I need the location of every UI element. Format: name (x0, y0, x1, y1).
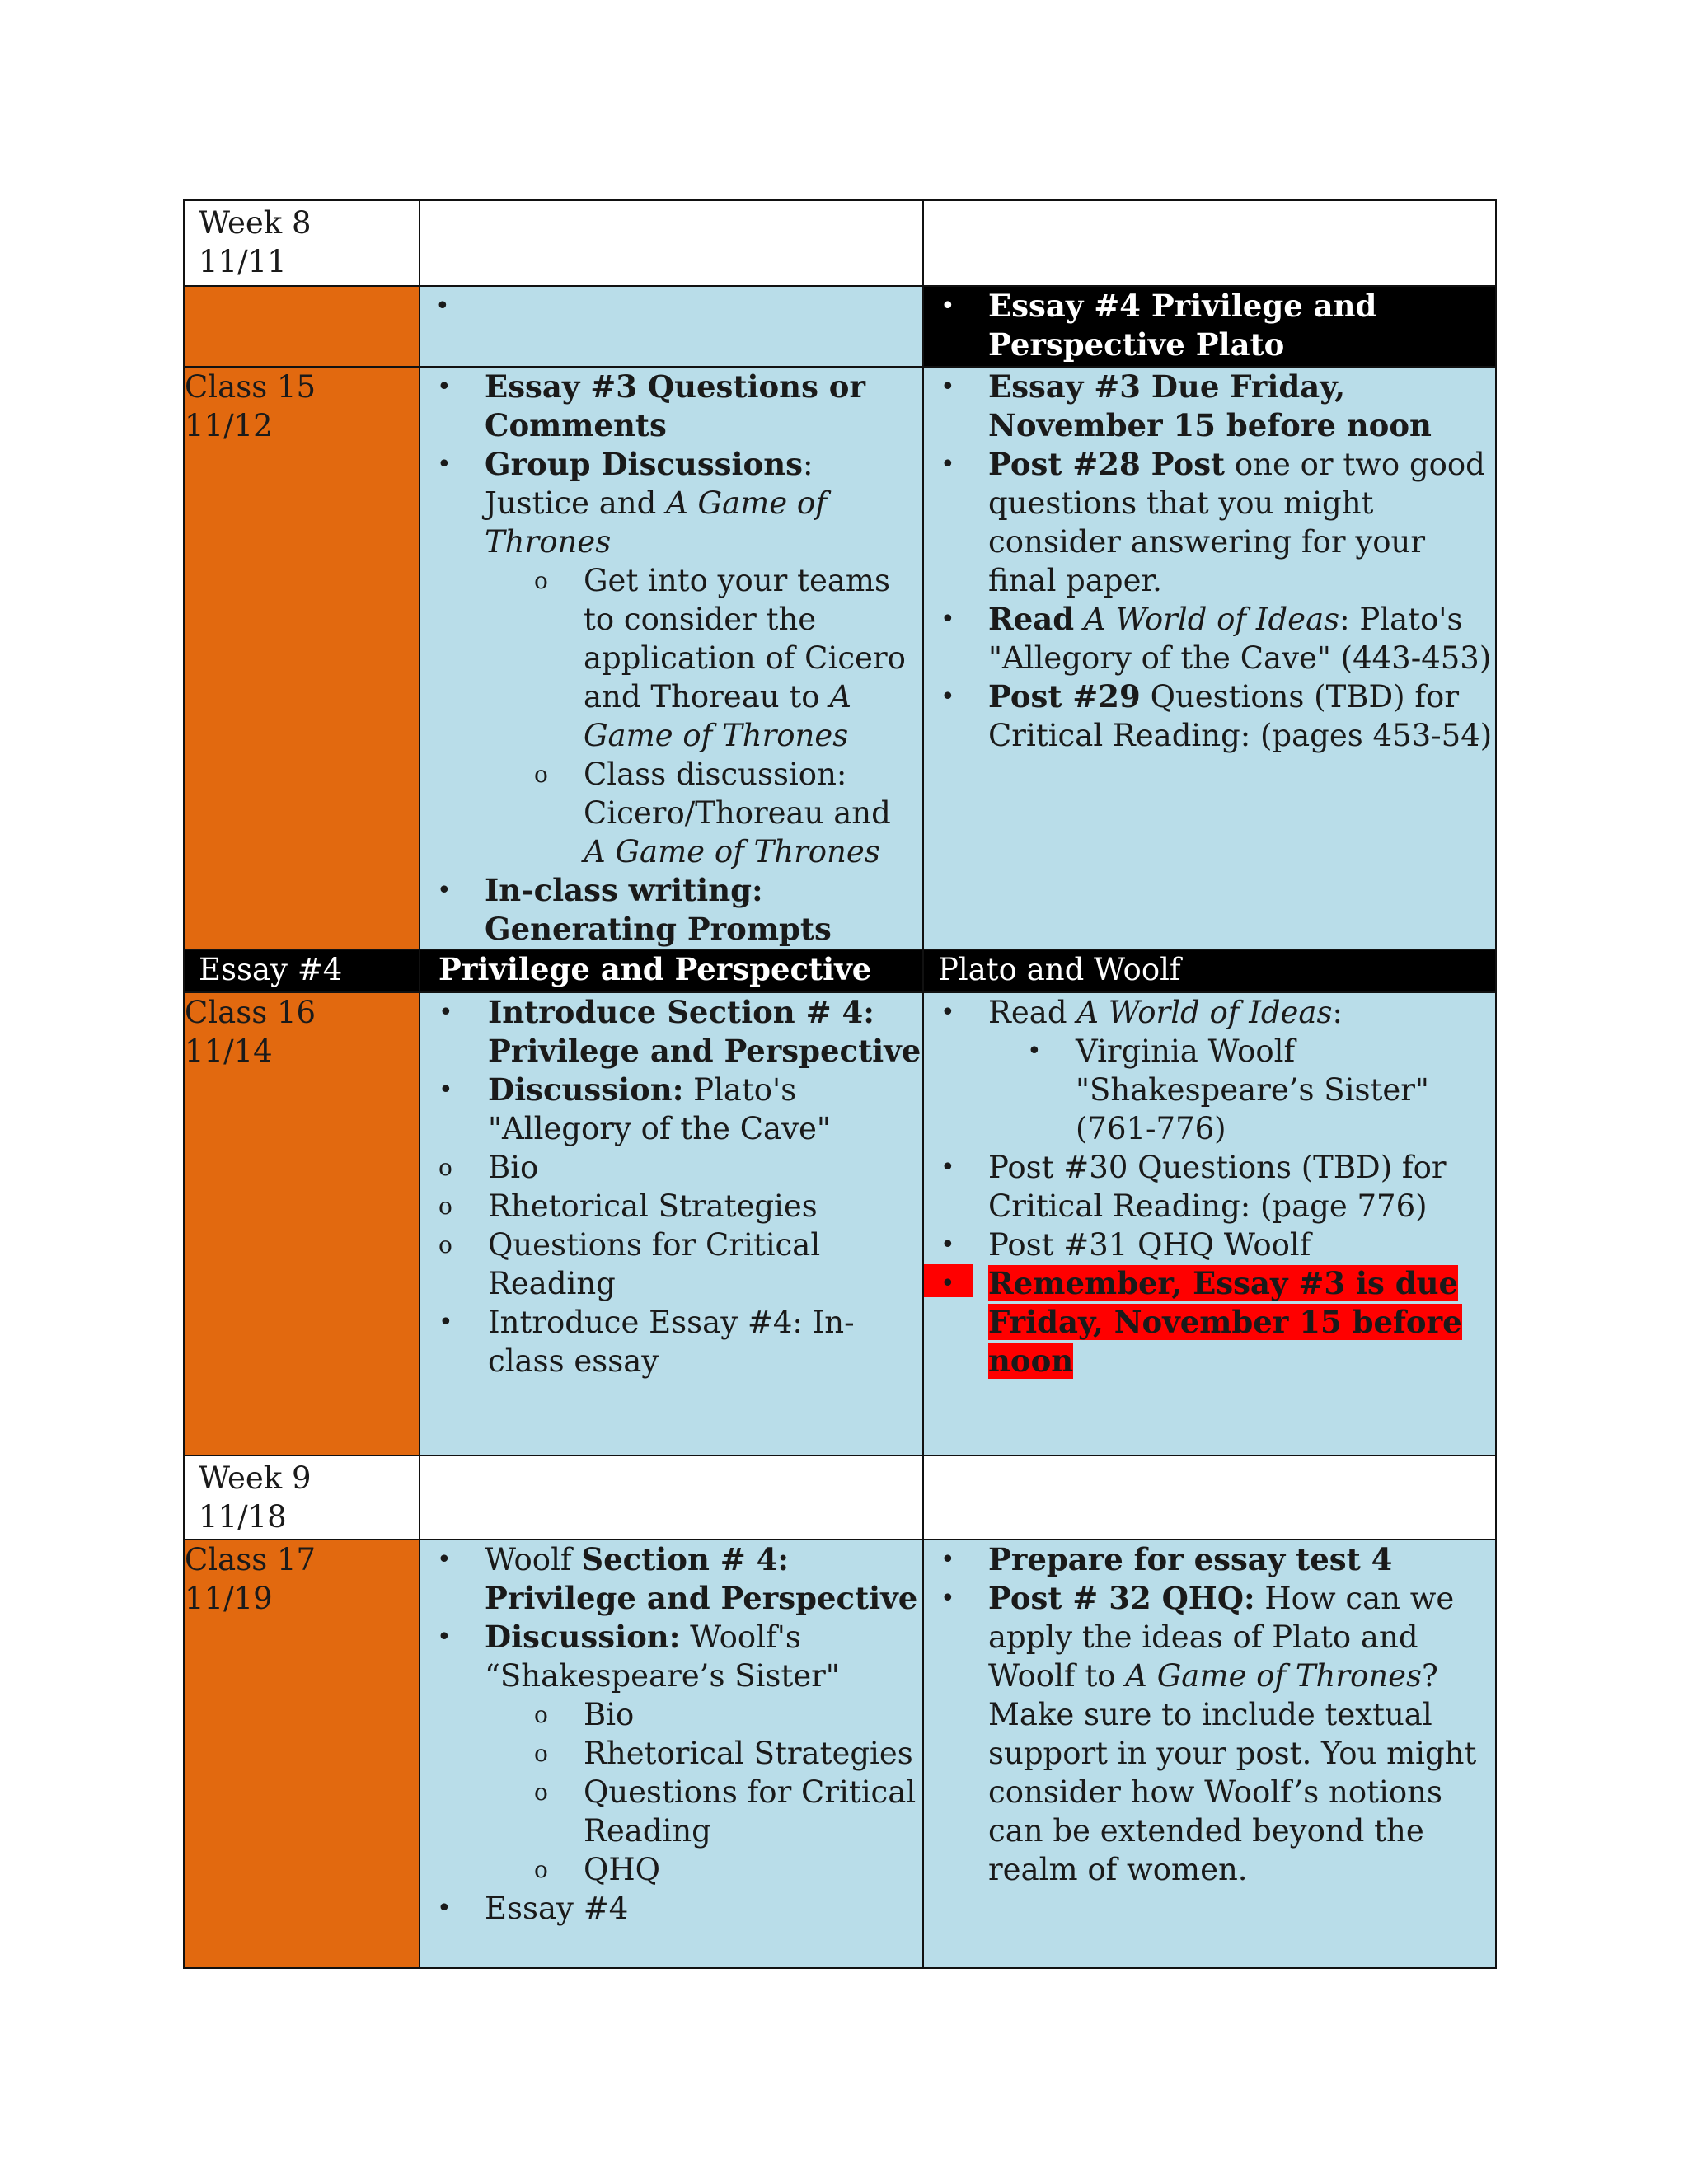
empty-cell (420, 200, 923, 286)
item-bold: Post # 32 QHQ: (988, 1580, 1255, 1616)
list-item (924, 600, 1495, 677)
reminder-text: Remember, Essay #3 is due (988, 1265, 1459, 1301)
item-text: Rhetorical Strategies (584, 1736, 913, 1771)
class-label-cell (184, 367, 420, 949)
class-activities-cell (420, 1540, 923, 1968)
bullet-glyph: • (940, 292, 955, 321)
item-bold: Discussion: (488, 1071, 684, 1108)
sub-list-item (420, 755, 922, 871)
item-bold: Post #28 Post (988, 446, 1226, 482)
item-text: Post #30 Questions (TBD) for Critical Reading: (page 776) (988, 1150, 1447, 1224)
bullet-glyph: • (438, 998, 453, 1027)
week-row (184, 200, 1496, 286)
class-row (184, 1540, 1496, 1968)
circle-glyph: o (438, 1231, 452, 1258)
blue-cell (420, 286, 923, 367)
list-item (420, 1618, 922, 1695)
week-label-cell (184, 200, 420, 286)
class-activities-cell (420, 367, 923, 949)
item-bold: Post #29 (988, 678, 1141, 715)
bullet-glyph: • (437, 1545, 452, 1574)
list-item (420, 1303, 922, 1380)
circle-glyph: o (534, 567, 548, 594)
week-date: 11/11 (199, 244, 287, 279)
bullet-glyph: • (940, 998, 955, 1027)
list-item (924, 1226, 1495, 1264)
unit-label: Essay #4 (184, 949, 420, 992)
bullet-glyph: • (940, 682, 955, 711)
item-bold: Group Discussions (485, 446, 803, 482)
class-activities-cell (420, 992, 923, 1455)
bullet-glyph: • (940, 450, 955, 479)
list-item (924, 1579, 1495, 1889)
class-label: Class 15 (185, 369, 316, 405)
empty-cell (420, 1455, 923, 1540)
list-item (420, 1540, 922, 1618)
week-label: Week 8 (199, 205, 312, 241)
class-homework-cell (923, 1540, 1496, 1968)
list-item (420, 1889, 922, 1928)
item-text: Introduce Section # 4: Privilege and Perspective (488, 994, 921, 1069)
item-text: : (1332, 995, 1343, 1030)
circle-glyph: o (534, 1779, 548, 1806)
item-text: Introduce Essay #4: In-class essay (488, 1305, 855, 1379)
list-item (420, 993, 922, 1071)
reminder-text: Friday, November 15 before (988, 1304, 1462, 1340)
class-date: 11/14 (185, 1033, 273, 1069)
class-label-cell (184, 1540, 420, 1968)
item-text: Class discussion: Cicero/Thoreau and (584, 757, 891, 831)
list-item (420, 1071, 922, 1148)
section-heading: Essay #4 Privilege and Perspective Plato (988, 288, 1377, 363)
list-item (924, 445, 1495, 600)
week-row (184, 1455, 1496, 1540)
item-text: : Justice and (485, 447, 814, 521)
item-text: QHQ (584, 1852, 660, 1887)
bullet-glyph: • (437, 876, 452, 905)
item-text: Rhetorical Strategies (488, 1188, 818, 1224)
item-text: : Plato's "Allegory of the Cave" (443-453) (988, 602, 1492, 676)
bullet-glyph: • (940, 1153, 955, 1182)
bullet-glyph: • (437, 1894, 452, 1923)
item-italic: A World of Ideas (1083, 602, 1340, 637)
item-italic: A Game of Thrones (584, 679, 851, 753)
bullet-glyph: • (438, 1308, 453, 1337)
sub-list-item (420, 1226, 922, 1303)
circle-glyph: o (438, 1193, 452, 1220)
list-item (924, 1148, 1495, 1226)
unit-title: Privilege and Perspective (420, 949, 923, 992)
bullet-glyph: • (437, 373, 452, 401)
week-date: 11/18 (199, 1499, 287, 1535)
item-text: Prepare for essay test 4 (988, 1541, 1393, 1577)
item-text: Essay #4 (485, 1891, 629, 1926)
empty-cell (923, 1455, 1496, 1540)
sub-list-item (420, 1850, 922, 1889)
sub-list-item (420, 561, 922, 755)
bullet-glyph: • (940, 1230, 955, 1259)
item-text: Questions for Critical Reading (488, 1227, 821, 1301)
sub-list-item (420, 1734, 922, 1773)
sub-list-item (420, 1773, 922, 1850)
item-bold: Discussion: (485, 1619, 681, 1655)
item-text: ? Make sure to include textual support in your post. You might consider how Woolf’s notions can be extended beyond the realm of women. (988, 1658, 1477, 1887)
class-homework-cell (923, 992, 1496, 1455)
reminder-text: noon (988, 1343, 1074, 1379)
list-item (420, 368, 922, 445)
sub-list-item (420, 1695, 922, 1734)
circle-glyph: o (438, 1154, 452, 1181)
bullet-glyph: • (940, 605, 955, 634)
reminder-item (924, 1264, 1495, 1380)
item-text: Plato's "Allegory of the Cave" (488, 1072, 831, 1146)
list-item (924, 1540, 1495, 1579)
class-date: 11/12 (185, 408, 273, 443)
item-text: Bio (488, 1150, 539, 1185)
item-text: Essay #3 Due Friday, November 15 before noon (988, 368, 1432, 443)
schedule-table (183, 199, 1497, 1969)
sub-list-item (420, 1148, 922, 1187)
item-text: Post #31 QHQ Woolf (988, 1227, 1311, 1263)
list-item (420, 871, 922, 949)
week-label: Week 9 (199, 1460, 312, 1496)
item-text: How can we apply the ideas of Plato and Woolf to (988, 1581, 1455, 1694)
class-label-cell (184, 992, 420, 1455)
item-italic: A Game of Thrones (485, 485, 827, 560)
item-italic: A World of Ideas (1076, 995, 1333, 1030)
item-text: Read (988, 995, 1077, 1030)
list-item (924, 368, 1495, 445)
list-item (420, 445, 922, 561)
item-text: Questions (TBD) for Critical Reading: (pages 453-54) (988, 679, 1493, 753)
circle-glyph: o (534, 1701, 548, 1728)
bullet-glyph: • (438, 1076, 453, 1104)
bullet-glyph: • (437, 450, 452, 479)
item-bold: Read (988, 601, 1075, 637)
item-text: Bio (584, 1697, 635, 1732)
class-row (184, 367, 1496, 949)
class-label: Class 16 (185, 995, 316, 1030)
list-item (924, 677, 1495, 755)
empty-cell (923, 200, 1496, 286)
list-item (924, 993, 1495, 1032)
bullet-glyph: • (1027, 1037, 1042, 1066)
bullet-glyph: • (437, 1623, 452, 1652)
bullet-glyph: • (940, 1269, 955, 1298)
class-row (184, 992, 1496, 1455)
circle-glyph: o (534, 1740, 548, 1767)
item-text: Essay #3 Questions or Comments (485, 368, 865, 443)
circle-glyph: o (534, 761, 548, 788)
class-homework-cell (923, 367, 1496, 949)
bullet-glyph: • (940, 1545, 955, 1574)
bullet-glyph: • (940, 1584, 955, 1613)
circle-glyph: o (534, 1856, 548, 1883)
item-text: Get into your teams to consider the application of Cicero and Thoreau to (584, 563, 906, 715)
item-italic: A Game of Thrones (584, 834, 880, 869)
class-date: 11/19 (185, 1581, 273, 1616)
section-bar-row (184, 286, 1496, 367)
item-text: Virginia Woolf "Shakespeare’s Sister" (761-776) (1076, 1033, 1429, 1146)
item-text: one or two good questions that you might consider answering for your final paper. (988, 447, 1485, 598)
item-italic: A Game of Thrones (1125, 1658, 1423, 1694)
item-text: Questions for Critical Reading (584, 1774, 917, 1849)
unit-header-row (184, 949, 1496, 992)
section-heading-cell (923, 286, 1496, 367)
sub-list-item (924, 1032, 1495, 1148)
class-label: Class 17 (185, 1542, 316, 1577)
item-text: Woolf (485, 1542, 582, 1577)
bullet-glyph: • (940, 373, 955, 401)
sub-list-item (420, 1187, 922, 1226)
week-label-cell (184, 1455, 420, 1540)
item-text: Woolf's “Shakespeare’s Sister" (485, 1619, 840, 1694)
unit-readings: Plato and Woolf (923, 949, 1496, 992)
orange-cell (184, 286, 420, 367)
item-bold: Section # 4: Privilege and Perspective (485, 1541, 918, 1616)
bullet-glyph: • (435, 292, 450, 321)
item-text: In-class writing: Generating Prompts (485, 872, 832, 947)
